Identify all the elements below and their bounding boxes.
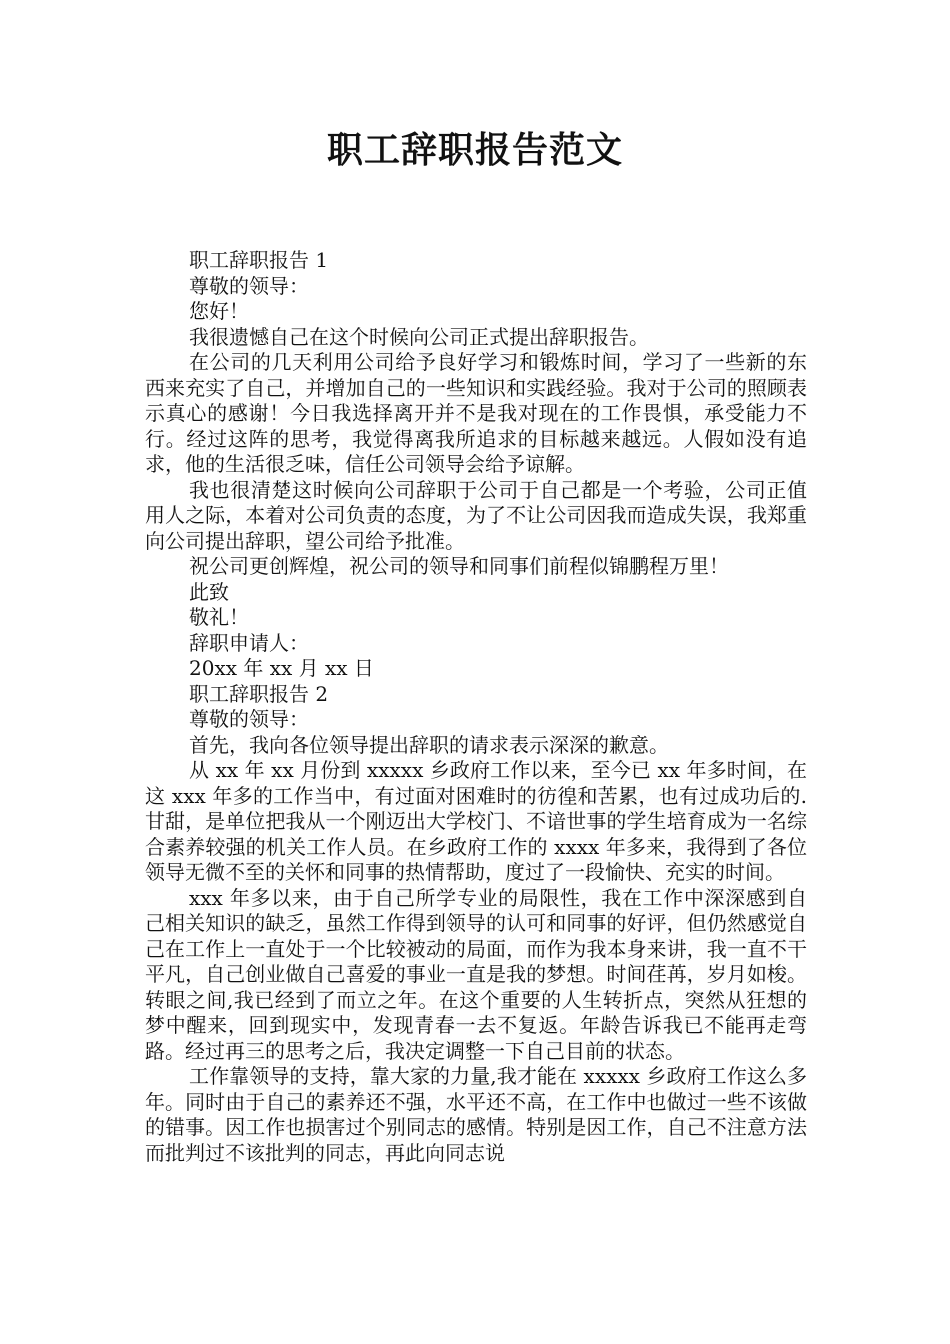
paragraph-closing-salute: 敬礼！: [189, 605, 249, 629]
paragraph-salutation: 尊敬的领导：: [189, 707, 309, 731]
paragraph-report1-heading: 职工辞职报告 1: [189, 248, 329, 272]
paragraph-date: 20xx 年 xx 月 xx 日: [189, 656, 374, 680]
paragraph-body: 工作靠领导的支持，靠大家的力量,我才能在 xxxxx 乡政府工作这么多年。同时由于自己的素养还不强，水平还不高，在工作中也做过一些不该做的错事。因工作也损害过个别同志的感情。特别是因工作，自己不注意方法而批判过不该批判的同志，再此向同志说: [145, 1064, 807, 1165]
paragraph-salutation: 尊敬的领导：: [189, 273, 309, 298]
document-body: [145, 248, 807, 1166]
paragraph-report2-heading: 职工辞职报告 2: [189, 681, 329, 706]
paragraph-closing: 此致: [189, 579, 229, 604]
paragraph-wishes: 祝公司更创辉煌，祝公司的领导和同事们前程似锦鹏程万里！: [189, 554, 729, 578]
paragraph-body: 我也很清楚这时候向公司辞职于公司于自己都是一个考验，公司正值用人之际，本着对公司负责的态度，为了不让公司因我而造成失误，我郑重向公司提出辞职，望公司给予批准。: [145, 477, 807, 553]
paragraph-body: 从 xx 年 xx 月份到 xxxxx 乡政府工作以来，至今已 xx 年多时间，在这 xxx 年多的工作当中，有过面对困难时的彷徨和苦累，也有过成功后的.甘甜，是单位把我从一个刚迈出大学校门、不谙世事的学生培育成为一名综合素养较强的机关工作人员。在乡政府工作的 xxxx 年多来，我得到了各位领导无微不至的关怀和同事的热情帮助，度过了一段愉快、充实的时间。: [145, 758, 807, 884]
paragraph-body: xxx 年多以来，由于自己所学专业的局限性，我在工作中深深感到自己相关知识的缺乏，虽然工作得到领导的认可和同事的好评，但仍然感觉自己在工作上一直处于一个比较被动的局面，而作为我本身来讲，我一直不干平凡，自己创业做自己喜爱的事业一直是我的梦想。时间荏苒，岁月如梭。转眼之间,我已经到了而立之年。在这个重要的人生转折点，突然从狂想的梦中醒来，回到现实中，发现青春一去不复返。年龄告诉我已不能再走弯路。经过再三的思考之后，我决定调整一下自己目前的状态。: [145, 885, 807, 1063]
paragraph-body: 在公司的几天利用公司给予良好学习和锻炼时间，学习了一些新的东西来充实了自己，并增加自己的一些知识和实践经验。我对于公司的照顾表示真心的感谢！今日我选择离开并不是我对现在的工作畏惧，承受能力不行。经过这阵的思考，我觉得离我所追求的目标越来越远。人假如没有追求，他的生活很乏味，信任公司领导会给予谅解。: [145, 350, 807, 476]
paragraph-applicant: 辞职申请人：: [189, 630, 309, 655]
document-title: 职工辞职报告范文: [326, 130, 623, 171]
paragraph-body: 首先，我向各位领导提出辞职的请求表示深深的歉意。: [189, 732, 669, 757]
paragraph-greeting: 您好！: [189, 299, 249, 323]
paragraph-body: 我很遗憾自己在这个时候向公司正式提出辞职报告。: [189, 324, 649, 349]
